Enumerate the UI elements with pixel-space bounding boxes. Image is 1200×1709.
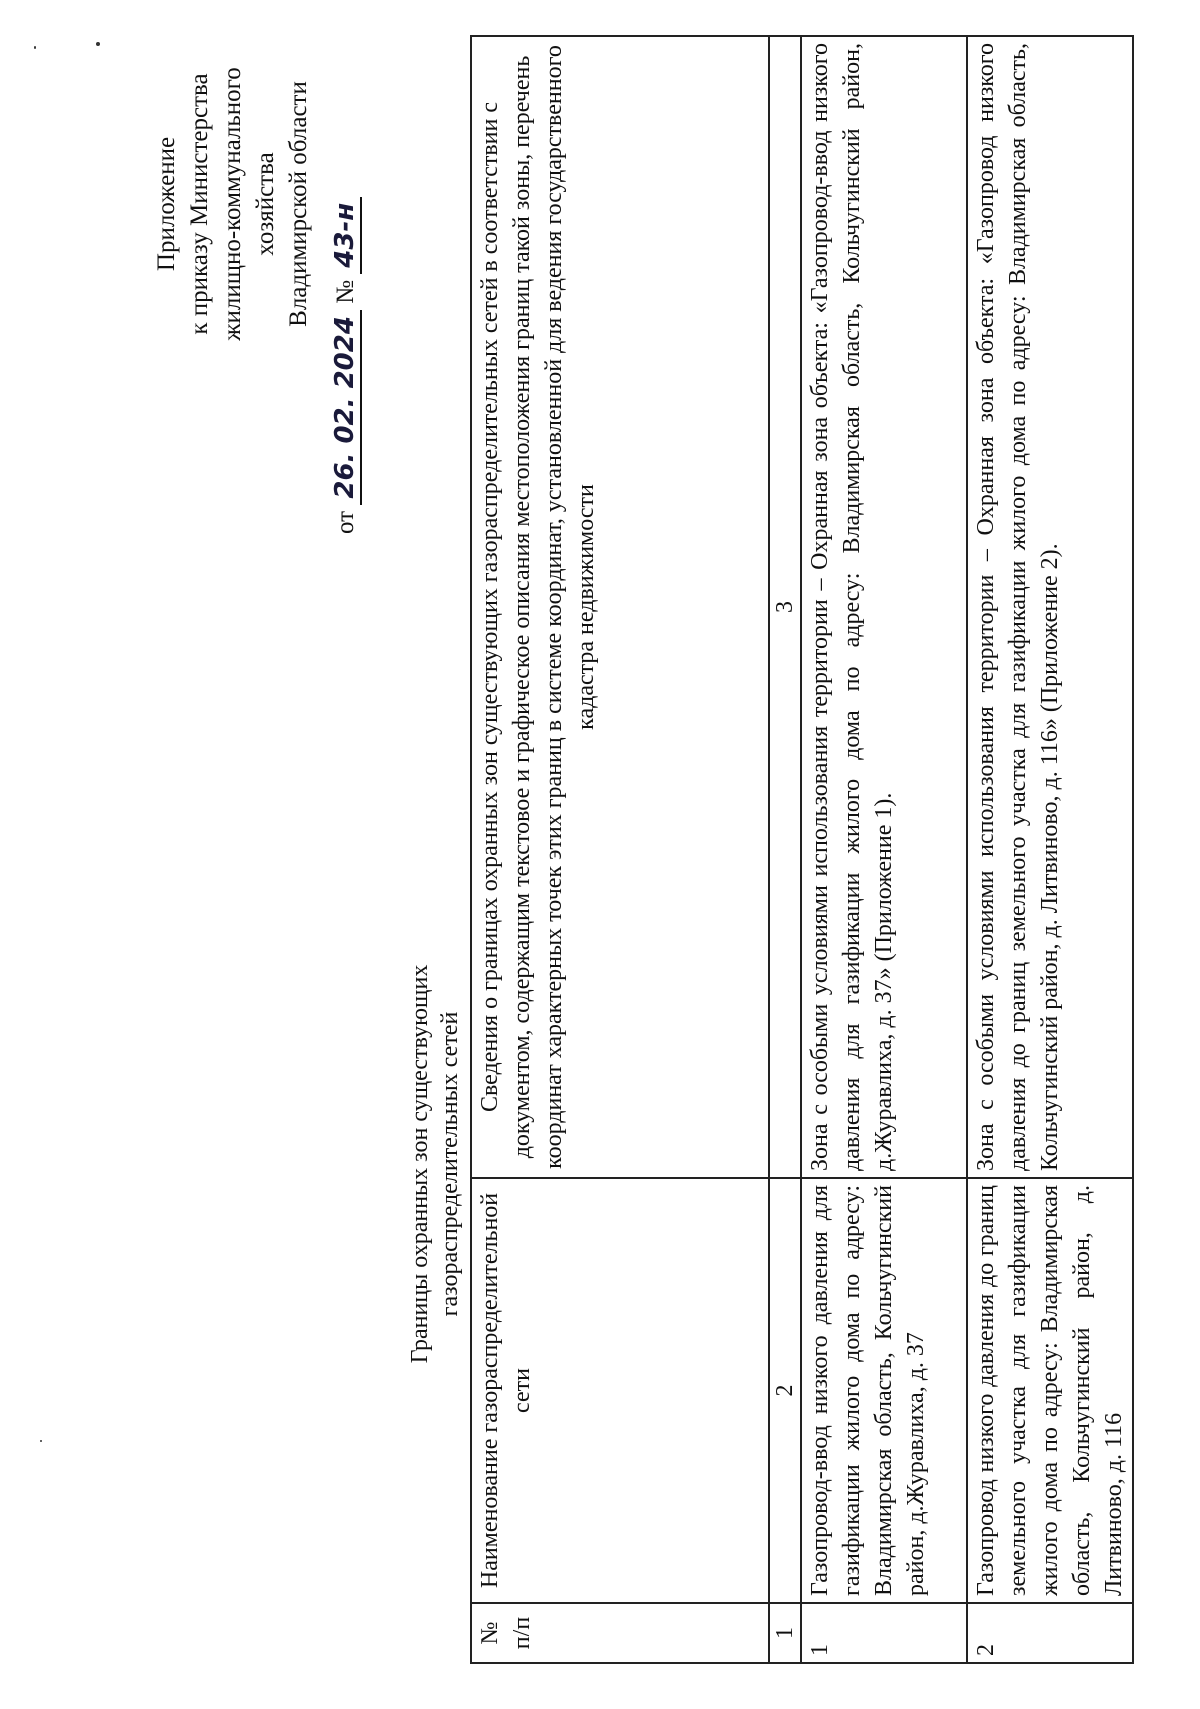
header-network-name: Наименование газораспределительной сети [471, 1178, 769, 1603]
appendix-header [150, 14, 315, 394]
header-line-4: Владимирской области [285, 81, 312, 327]
order-number-handwritten: 43-н [330, 197, 362, 274]
row-number: 2 [967, 1603, 1133, 1663]
document-title [405, 724, 465, 1604]
table-header-row [471, 36, 769, 1663]
header-number: № п/п [471, 1603, 769, 1663]
title-line-2: газораспределительных сетей [437, 1011, 463, 1317]
column-number-3: 3 [769, 36, 801, 1178]
order-reference [330, 197, 362, 534]
table-row [967, 36, 1133, 1663]
row-zone-info: Зона с особыми условиями использования территории – Охранная зона объекта: «Газопровод низкого давления до границ земельного участка для газификации жилого дома по адресу: Владимирская область, Кольчугинский район, д. Литвиново, д. 116» (Приложение 2). [967, 36, 1133, 1178]
rotated-page-content [30, 14, 1170, 1694]
header-line-2: к приказу Министерства [186, 73, 213, 335]
order-prefix: от [332, 510, 359, 534]
column-number-2: 2 [769, 1178, 801, 1603]
order-number-sign: № [332, 279, 359, 304]
column-number-1: 1 [769, 1603, 801, 1663]
row-network-name: Газопровод-ввод низкого давления для газификации жилого дома по адресу: Владимирская область, Кольчугинский район, д.Журавлиха, д. 37 [801, 1178, 967, 1603]
row-number: 1 [801, 1603, 967, 1663]
table-row [801, 36, 967, 1663]
order-date-handwritten: 26. 02. 2024 [330, 310, 362, 505]
row-network-name: Газопровод низкого давления до границ земельного участка для газификации жилого дома по адресу: Владимирская область, Кольчугинский район, д. Литвиново, д. 116 [967, 1178, 1133, 1603]
title-line-1: Границы охранных зон существующих [407, 964, 433, 1364]
row-zone-info: Зона с особыми условиями использования территории – Охранная зона объекта: «Газопровод-ввод низкого давления для газификации жилого дома по адресу: Владимирская область, Кольчугинский район, д.Журавлиха, д. 37» (Приложение 1). [801, 36, 967, 1178]
header-zone-info: Сведения о границах охранных зон существующих газораспределительных сетей в соответствии с документом, содержащим текстовое и графическое описания местоположения границ такой зоны, перечень координат характерных точек этих границ в системе координат, установленной для ведения государственного кадастра недвижимости [471, 36, 769, 1178]
column-numbers-row [769, 36, 801, 1663]
header-line-3: жилищно-коммунального хозяйства [219, 67, 279, 341]
boundaries-table [470, 35, 1134, 1664]
header-line-1: Приложение [153, 136, 180, 272]
